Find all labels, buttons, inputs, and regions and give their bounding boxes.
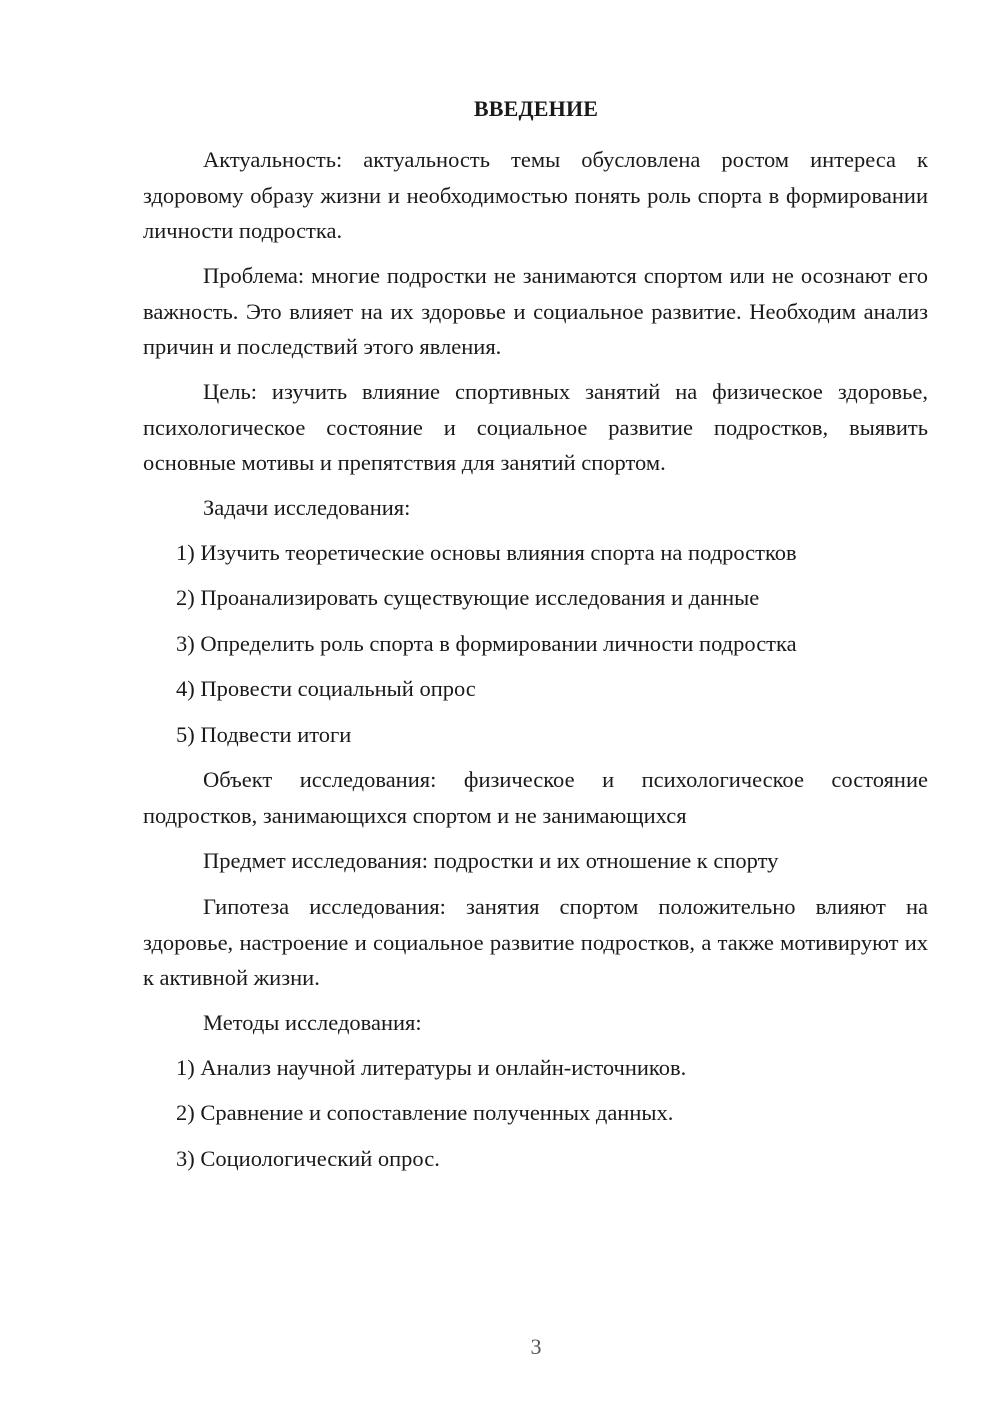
task-item: 4) Провести социальный опрос [176, 676, 476, 701]
tasks-heading: Задачи исследования: [203, 495, 411, 520]
method-item: 1) Анализ научной литературы и онлайн-источников. [176, 1055, 687, 1080]
subject-paragraph: Предмет исследования: подростки и их отношение к спорту [203, 848, 779, 873]
task-item: 5) Подвести итоги [176, 722, 352, 747]
relevance-paragraph: Актуальность: актуальность темы обусловлена ростом интереса к здоровому образу жизни и необходимостью понять роль спорта в формировании личности подростка. [143, 147, 928, 243]
problem-paragraph: Проблема: многие подростки не занимаются спортом или не осознают его важность. Это влияет на их здоровье и социальное развитие. Необходим анализ причин и последствий этого явления. [143, 263, 928, 359]
methods-heading: Методы исследования: [203, 1010, 422, 1035]
task-item: 3) Определить роль спорта в формировании личности подростка [176, 631, 797, 656]
section-title: ВВЕДЕНИЕ [473, 96, 599, 121]
method-item: 2) Сравнение и сопоставление полученных данных. [176, 1100, 674, 1125]
task-item: 1) Изучить теоретические основы влияния спорта на подростков [176, 540, 797, 565]
task-item: 2) Проанализировать существующие исследования и данные [176, 585, 760, 610]
hypothesis-paragraph: Гипотеза исследования: занятия спортом положительно влияют на здоровье, настроение и социальное развитие подростков, а также мотивируют их к активной жизни. [143, 894, 928, 990]
goal-paragraph: Цель: изучить влияние спортивных занятий на физическое здоровье, психологическое состояние и социальное развитие подростков, выявить основные мотивы и препятствия для занятий спортом. [143, 379, 928, 475]
method-item: 3) Социологический опрос. [176, 1146, 440, 1171]
object-paragraph: Объект исследования: физическое и психологическое состояние подростков, занимающихся спортом и не занимающихся [143, 767, 928, 828]
page-number: 3 [530, 1334, 542, 1359]
